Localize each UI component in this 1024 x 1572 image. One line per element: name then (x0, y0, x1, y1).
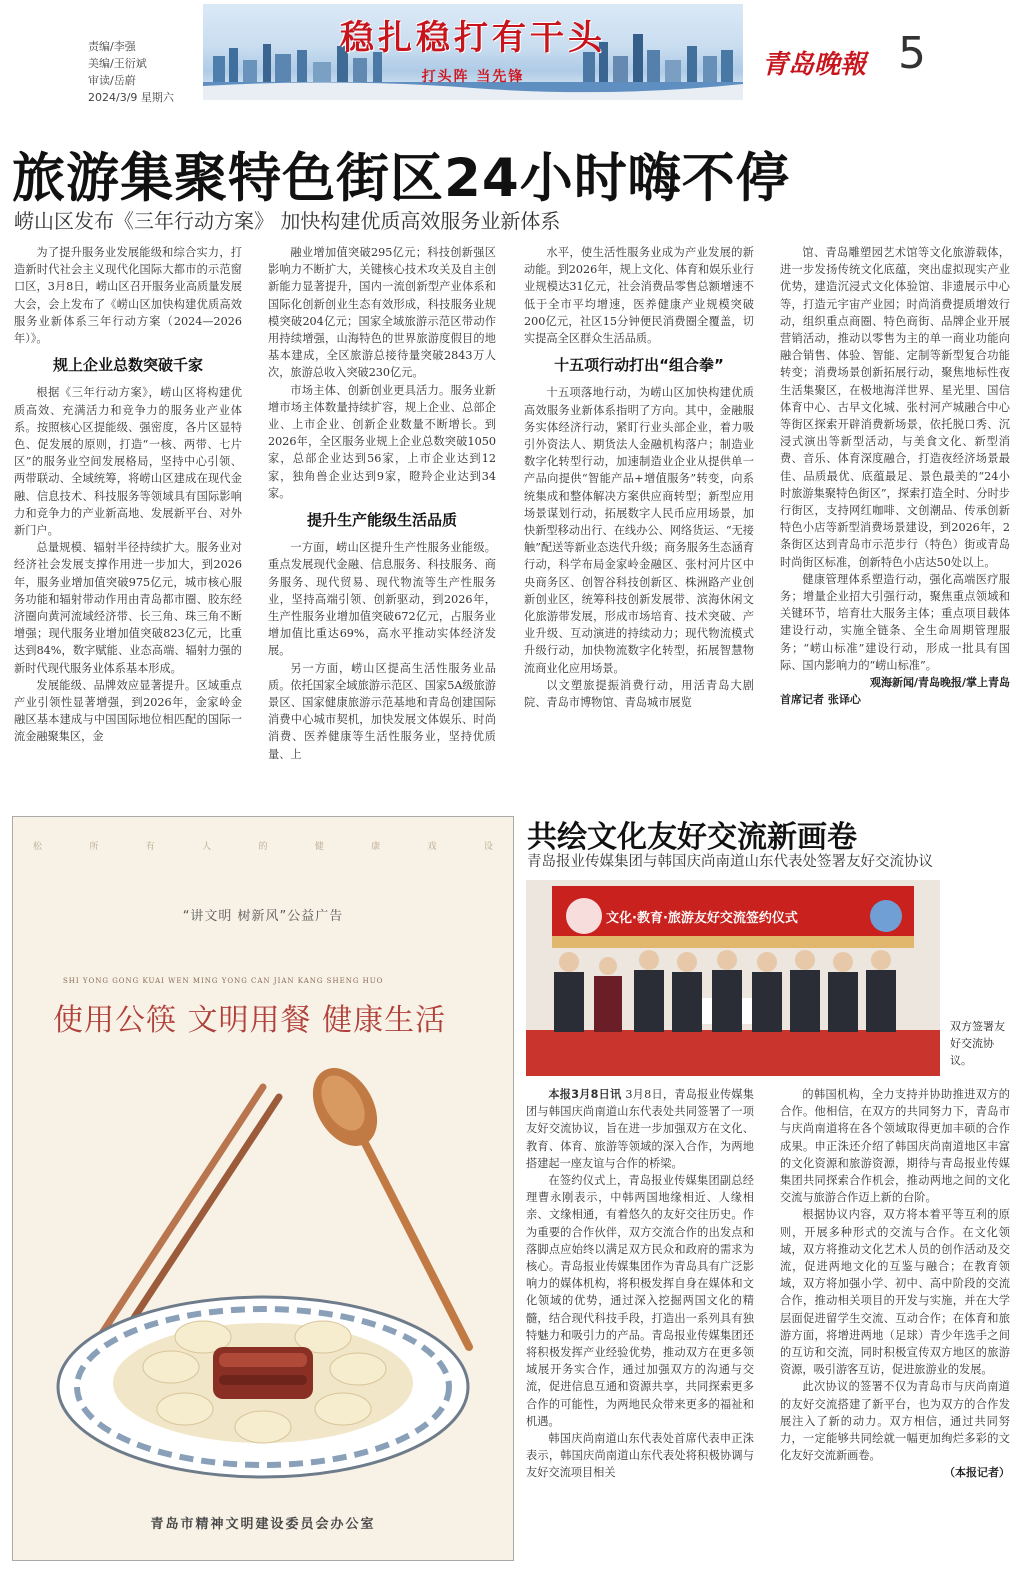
ad-organization: 青岛市精神文明建设委员会办公室 (150, 1517, 376, 1532)
designer-credit: 美编/王衍斌 (88, 57, 147, 70)
article1-column-1 (14, 244, 242, 804)
ad-title: 使用公筷 文明用餐 健康生活 (53, 1003, 447, 1038)
main-headline: 旅游集聚特色街区24小时嗨不停 (12, 148, 790, 209)
article1-byline: 观海新闻/青岛晚报/掌上青岛 (869, 676, 1010, 690)
editor-credit: 责编/李强 (88, 40, 136, 53)
banner-subtitle: 打头阵 当先锋 (421, 69, 525, 85)
section-heading: 规上企业总数突破千家 (52, 356, 203, 375)
article1-column-3 (524, 244, 754, 804)
article-paragraph: 融业增加值突破295亿元；科技创新强区影响力不断扩大，关键核心技术攻关及自主创新能力显著提升，国内一流创新型产业体系和国际化创新创业生态有效形成，科技服务业规模突破204亿元；国家全域旅游示范区带动作用持续增强，山海特色的世界旅游度假目的地基本建成，全区旅游总接待量突破2843万人次，旅游总收入突破230亿元。 (268, 246, 496, 380)
article1-reporter: 首席记者 张译心 (780, 693, 861, 707)
article-paragraph: 以文塑旅提振消费行动，用活青岛大剧院、青岛市博物馆、青岛城市展览 (524, 678, 754, 710)
article-paragraph: 此次协议的签署不仅为青岛市与庆尚南道的友好交流搭建了新平台，也为双方的合作发展注入了新的动力。双方相信，通过共同努力，一定能够共同绘就一幅更加绚烂多彩的文化友好交流新画卷。 (780, 1380, 1010, 1463)
article1-column-4 (780, 244, 1010, 804)
article-paragraph: 市场主体、创新创业更具活力。服务业新增市场主体数量持续扩容，规上企业、总部企业、上市企业、创新企业数量不断增长。到2026年，全区服务业规上企业总数突破1050家，总部企业达到56家，上市企业达到12家，独角兽企业达到9家，瞪羚企业达到34家。 (268, 383, 496, 500)
ad-tagline: “讲文明 树新风”公益广告 (182, 909, 344, 924)
article-paragraph: 总量规模、辐射半径持续扩大。服务业对经济社会发展支撑作用进一步加大，到2026年，服务业增加值突破975亿元，城市核心服务功能和辐射带动作用由青岛都市圈、胶东经济圈向黄河流域经济带、长三角、珠三角不断增强；现代服务业增加值突破823亿元，比重达到84%，数字赋能、业态高端、辐射力强的新时代现代服务业体系基本形成。 (14, 541, 242, 675)
article-paragraph: 一方面，崂山区提升生产性服务业能级。重点发展现代金融、信息服务、科技服务、商务服务、现代贸易、现代物流等生产性服务业，坚持高端引领、创新驱动，到2026年，生产性服务业增加值突破672亿元，占服务业增加值比重达69%，高水平推动实体经济发展。 (268, 541, 496, 658)
article-paragraph: 水平，使生活性服务业成为产业发展的新动能。到2026年，规上文化、体育和娱乐业行业规模达31亿元，社会消费品零售总额增速不低于全市平均增速，医养健康产业规模突破200亿元，社区15分钟便民消费圈全覆盖，切实提高全区群众生活品质。 (524, 246, 754, 346)
section-heading: 十五项行动打出“组合拳” (554, 356, 724, 375)
article-paragraph: 韩国庆尚南道山东代表处首席代表申正洙表示，韩国庆尚南道山东代表处将积极协调与友好交流项目相关 (526, 1432, 754, 1480)
chopsticks-spoon-dish-illustration (53, 1067, 483, 1487)
ad-pinyin: SHI YONG GONG KUAI WEN MING YONG CAN JIAN KANG SHENG HUO (63, 977, 384, 985)
newspaper-logo: 青岛晚報 (762, 50, 867, 80)
signing-ceremony-photo (526, 880, 940, 1076)
masthead-credits (88, 38, 174, 106)
article-paragraph: 本报3月8日讯 3月8日，青岛报业传媒集团与韩国庆尚南道山东代表处共同签署了一项友好交流协议，旨在进一步加强双方在文化、教育、体育、旅游等领域的深入合作，为两地搭建起一座友谊与合作的桥梁。 (526, 1088, 754, 1170)
article2-title: 共绘文化友好交流新画卷 (527, 820, 857, 855)
banner-title: 稳扎稳打有干头 (340, 18, 606, 58)
article2-subtitle: 青岛报业传媒集团与韩国庆尚南道山东代表处签署友好交流协议 (527, 854, 933, 870)
article-paragraph: 在签约仪式上，青岛报业传媒集团副总经理曹永刚表示，中韩两国地缘相近、人缘相亲、文缘相通，有着悠久的友好交往历史。作为重要的合作伙伴，双方交流合作的出发点和落脚点应始终以满足双方民众和政府的需求为核心。青岛报业传媒集团作为青岛具有广泛影响力的媒体机构，将积极发挥自身在媒体和文化领域的优势，通过深入挖掘两国文化的精髓，结合现代科技手段，打造出一系列具有独特魅力和吸引力的产品。青岛报业传媒集团还将积极发挥产业经验优势，推动双方在更多领域展开务实合作，通过加强双方的沟通与交流，促进信息互通和资源共享，共同探索更多合作的可能性，为两地民众带来更多的福祉和机遇。 (526, 1174, 754, 1428)
article-paragraph: 发展能级、品牌效应显著提升。区域重点产业引领性显著增强，到2026年，金家岭金融区基本建成与中国国际地位相匹配的国际一流金融聚集区，金 (14, 678, 242, 744)
article2-column-1 (526, 1086, 754, 1560)
article2-byline: （本报记者） (944, 1466, 1010, 1480)
article-paragraph: 的韩国机构，全力支持并协助推进双方的合作。他相信，在双方的共同努力下，青岛市与庆尚南道将在各个领域取得更加丰硕的合作成果。申正洙还介绍了韩国庆尚南道地区丰富的文化资源和旅游资源，期待与青岛报业传媒集团共同探索合作机会，推动两地之间的文化交流与旅游合作迈上新的台阶。 (780, 1088, 1010, 1205)
article-paragraph: 十五项落地行动，为崂山区加快构建优质高效服务业新体系指明了方向。其中，金融服务实体经济行动，紧盯行业头部企业，着力吸引外资法人、期货法人金融机构落户；制造业数字化转型行动，加速制造业企业从提供单一产品向提供“智能产品+增值服务”转变，向系统集成和整体解决方案供应商转型；新型应用场景谋划行动，拓展数字人民币应用场景，加快新型移动出行、在线办公、网络货运、“无接触”配送等新业态迭代升级；商务服务生态涵育行动，科学布局金家岭金融区、张村河片区中央商务区、创智谷科技创新区、株洲路产业创新创业区，统筹科技创新发展带、滨海休闲文化旅游带发展，形成市场培育、技术突破、产业升级、互动演进的持续动力；现代物流模式升级行动，加快物流数字化转型，拓展智慧物流商业化应用场景。 (524, 386, 754, 675)
ad-top-text: 松 所 有 人 的 健 康 戏 设 (33, 842, 493, 852)
section-heading: 提升生产能级生活品质 (306, 511, 457, 530)
article-paragraph: 根据《三年行动方案》，崂山区将构建优质高效、充满活力和竞争力的服务业产业体系。按照核心区提能级、强密度，各片区显特色、促发展的原则，打造“一核、两带、七片区”的服务业空间发展格局，坚持中心引领、两带联动、全域统筹，将崂山区建成在现代金融、信息技术、科技服务等领域具有国际影响力和竞争力的产业新高地、发展新平台、对外新门户。 (14, 386, 242, 538)
dateline: 本报3月8日讯 (548, 1088, 622, 1101)
article1-column-2 (268, 244, 496, 804)
article2-column-2 (780, 1086, 1010, 1560)
page-number: 5 (898, 28, 926, 79)
reviewer-credit: 审读/岳蔚 (88, 74, 136, 87)
article-paragraph: 为了提升服务业发展能级和综合实力，打造新时代社会主义现代化国际大都市的示范窗口区，3月8日，崂山区召开服务业高质量发展大会，会上发布了《崂山区加快构建优质高效服务业新体系三年行动方案（2024—2026年）》。 (14, 246, 242, 346)
article-paragraph: 馆、青岛雕塑园艺术馆等文化旅游载体，进一步发扬传统文化底蕴，突出虚拟现实产业优势，建造沉浸式文化体验馆、非遗展示中心等，打造元宇宙产业园；时尚消费提质增效行动，组织重点商圈、特色商街、品牌企业开展营销活动，推动以零售为主的单一商业功能向融合销售、体验、智能、定制等新型复合功能转变；消费场景创新拓展行动，聚焦地标性夜生活集聚区，在极地海洋世界、星光里、国信体育中心、古早文化城、张村河产城融合中心等街区探索开辟消费新场景，依托脱口秀、沉浸式演出等新型活动，与美食文化、新型消费、音乐、体育深度融合，打造夜经济场景最佳、品质最优、底蕴最足、景色最美的“24小时旅游集聚特色街区”，探索打造全时、分时步行街区，支持网红咖啡、文创潮品、传承创新特色小店等新型消费场景建设，到2026年，2条街区达到青岛市示范步行（特色）街或青岛时尚街区标准，创新特色小店达50处以上。 (780, 246, 1010, 569)
section-banner (203, 4, 743, 100)
issue-date: 2024/3/9 星期六 (88, 91, 174, 104)
photo-backdrop-text: 文化·教育·旅游友好交流签约仪式 (606, 911, 798, 926)
article-paragraph: 根据协议内容，双方将本着平等互利的原则，开展多种形式的交流与合作。在文化领域，双方将推动文化艺术人员的创作活动及交流，促进两地文化的互鉴与融合；在教育领域，双方将加强小学、初中、高中阶段的交流合作，推动相关项目的开发与实施，并在大学层面促进留学生交流、互动合作；在体育和旅游方面，将增进两地（足球）青少年选手之间的互访和交流，同时积极宣传双方地区的旅游资源，吸引游客互访，促进旅游业的发展。 (780, 1208, 1010, 1377)
main-subhead: 崂山区发布《三年行动方案》 加快构建优质高效服务业新体系 (14, 209, 561, 233)
article-paragraph: 健康管理体系塑造行动，强化高端医疗服务；增量企业招大引强行动，聚焦重点领域和关键环节，培育壮大服务主体；重点项目载体建设行动，实施全链条、全生命周期管理服务；“崂山标准”建设行动，形成一批具有国际、国内影响力的“崂山标准”。 (780, 572, 1010, 672)
article-paragraph: 另一方面，崂山区提高生活性服务业品质。依托国家全域旅游示范区、国家5A级旅游景区、国家健康旅游示范基地和青岛创建国际消费中心城市契机，加快发展文体娱乐、时尚消费、医养健康等生活性服务业，坚持优质量、上 (268, 661, 496, 761)
public-service-ad (12, 816, 514, 1561)
photo-caption: 双方签署友好交流协议。 (950, 1020, 1005, 1067)
